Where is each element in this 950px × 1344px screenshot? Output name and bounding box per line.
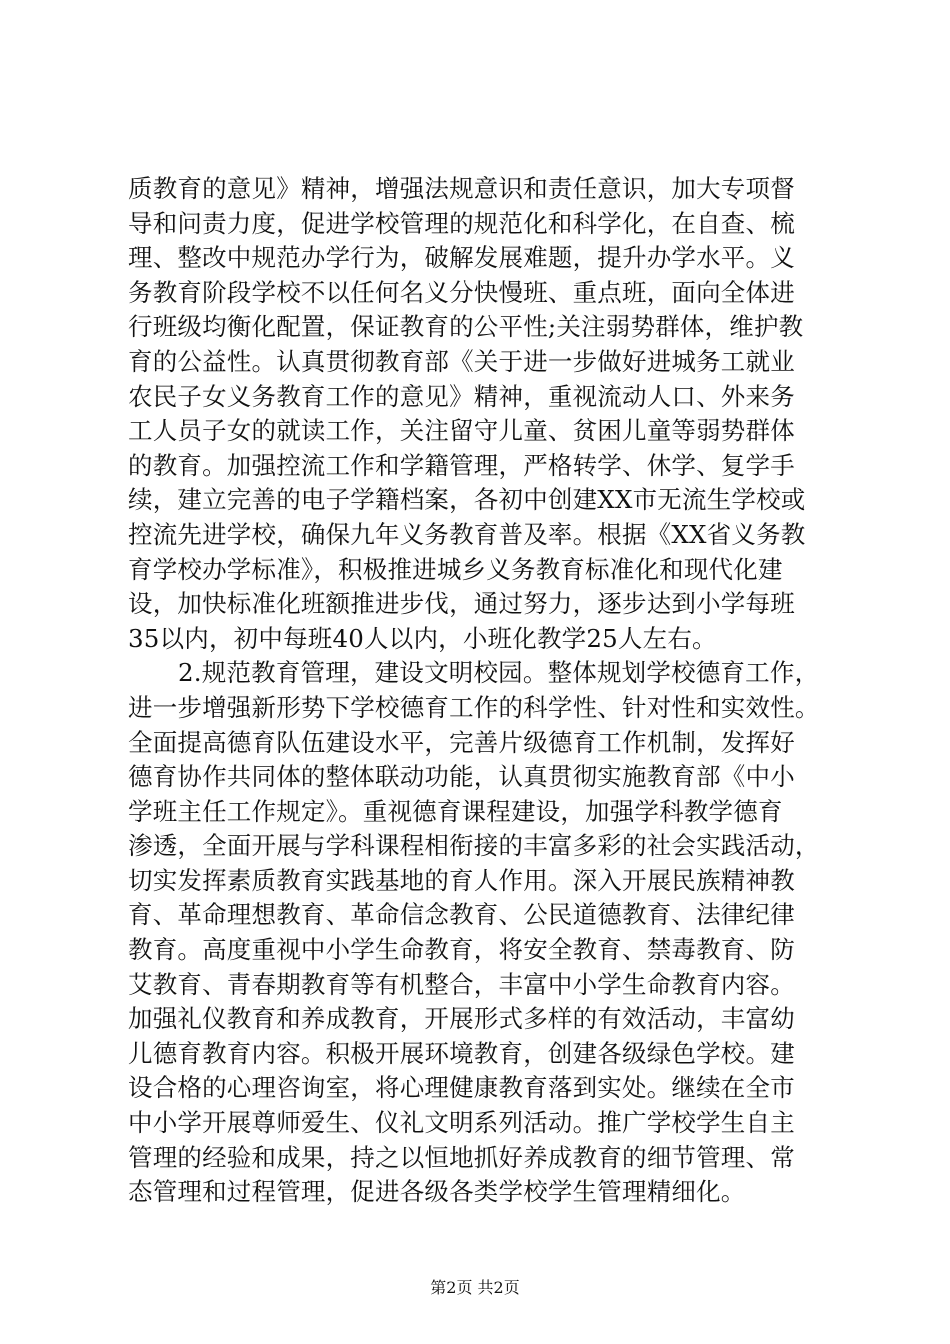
text-line: 中小学开展尊师爱生、仪礼文明系列活动。推广学校学生自主 <box>128 1108 795 1138</box>
text-line: 35以内，初中每班40人以内，小班化教学25人左右。 <box>128 623 717 653</box>
text-line: 育的公益性。认真贯彻教育部《关于进一步做好进城务工就业 <box>128 346 795 376</box>
text-line: 切实发挥素质教育实践基地的育人作用。深入开展民族精神教 <box>128 865 795 895</box>
text-line: 导和问责力度，促进学校管理的规范化和科学化，在自查、梳 <box>128 208 795 238</box>
text-line: 学班主任工作规定》。重视德育课程建设，加强学科教学德育 <box>128 796 783 826</box>
text-line: 农民子女义务教育工作的意见》精神，重视流动人口、外来务 <box>128 381 795 411</box>
text-line: 质教育的意见》精神，增强法规意识和责任意识，加大专项督 <box>128 174 795 203</box>
text-line: 育学校办学标准》，积极推进城乡义务教育标准化和现代化建 <box>128 554 783 584</box>
text-line: 艾教育、青春期教育等有机整合，丰富中小学生命教育内容。 <box>128 969 795 999</box>
text-line: 德育协作共同体的整体联动功能，认真贯彻实施教育部《中小 <box>128 762 795 792</box>
page-number-label: 第2页 共2页 <box>430 1278 520 1297</box>
text-line: 行班级均衡化配置，保证教育的公平性;关注弱势群体，维护教 <box>128 312 804 342</box>
text-line: 育、革命理想教育、革命信念教育、公民道德教育、法律纪律 <box>128 900 795 930</box>
text-line: 渗透，全面开展与学科课程相衔接的丰富多彩的社会实践活动， <box>128 831 820 861</box>
text-line: 教育。高度重视中小学生命教育，将安全教育、禁毒教育、防 <box>128 935 795 965</box>
body-text <box>128 172 828 1210</box>
text-line: 理、整改中规范办学行为，破解发展难题，提升办学水平。义 <box>128 243 795 273</box>
text-line: 务教育阶段学校不以任何名义分快慢班、重点班，面向全体进 <box>128 277 795 307</box>
text-line: 态管理和过程管理，促进各级各类学校学生管理精细化。 <box>128 1177 746 1207</box>
text-line: 工人员子女的就读工作，关注留守儿童、贫困儿童等弱势群体 <box>128 416 795 446</box>
text-line: 设合格的心理咨询室，将心理健康教育落到实处。继续在全市 <box>128 1073 795 1103</box>
text-line: 管理的经验和成果，持之以恒地抓好养成教育的细节管理、常 <box>128 1142 795 1172</box>
text-line: 全面提高德育队伍建设水平，完善片级德育工作机制，发挥好 <box>128 727 795 757</box>
text-line: 加强礼仪教育和养成教育，开展形式多样的有效活动，丰富幼 <box>128 1004 795 1034</box>
text-line: 儿德育教育内容。积极开展环境教育，创建各级绿色学校。建 <box>128 1038 795 1068</box>
page-footer <box>0 1278 950 1298</box>
text-line: 设，加快标准化班额推进步伐，通过努力，逐步达到小学每班 <box>128 589 795 619</box>
text-line: 的教育。加强控流工作和学籍管理，严格转学、休学、复学手 <box>128 450 795 480</box>
text-line: 控流先进学校，确保九年义务教育普及率。根据《XX省义务教 <box>128 519 806 549</box>
text-line: 进一步增强新形势下学校德育工作的科学性、针对性和实效性。 <box>128 692 820 722</box>
text-line: 续，建立完善的电子学籍档案，各初中创建XX市无流生学校或 <box>128 485 806 515</box>
paragraph-2-first-line: 2.规范教育管理，建设文明校园。整体规划学校德育工作， <box>178 658 820 688</box>
